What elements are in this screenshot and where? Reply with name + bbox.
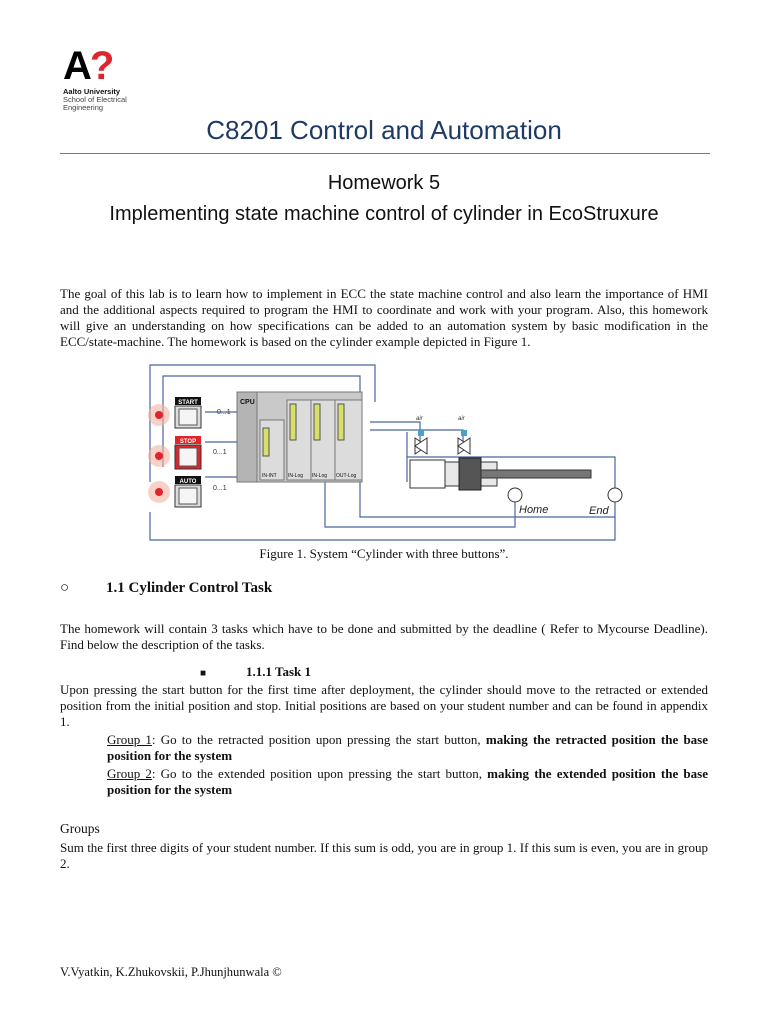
plc-rack: [237, 392, 362, 482]
intro-paragraph: The goal of this lab is to learn how to implement in ECC the state machine control and also learn the importance of HMI and the additional aspects required to program the HMI to coordinate and work with your program. Also, this homework will give an understanding on how specifications can be added to an automation system by basic modification in the ECC/state-machine. The homework is based on the cylinder example depicted in Figure 1.: [60, 286, 708, 349]
footer-authors: V.Vyatkin, K.Zhukovskii, P.Jhunjhunwala ©: [60, 965, 282, 979]
group1-description: Group 1: Go to the retracted position upon pressing the start button, making the retracted position the base position for the system: [107, 732, 708, 763]
module-in-int: IN-INT: [262, 473, 277, 479]
task1-bullet: ■: [200, 668, 207, 679]
section-heading: ○ 1.1 Cylinder Control Task: [60, 580, 273, 596]
start-label: START: [178, 400, 198, 406]
cylinder-system-figure: [145, 362, 625, 544]
course-title: C8201 Control and Automation: [206, 115, 562, 145]
groups-paragraph: Sum the first three digits of your student number. If this sum is odd, you are in group 1. If this sum is even, you are in group 2.: [60, 840, 708, 871]
air-label-2: air: [458, 416, 465, 422]
end-label: End: [589, 505, 609, 517]
homework-title: Homework 5: [327, 172, 441, 194]
section-bullet: ○: [60, 580, 70, 596]
group2-description: Group 2: Go to the extended position upon pressing the start button, making the extended position the base position for the system: [107, 766, 708, 797]
task1-paragraph: Upon pressing the start button for the first time after deployment, the cylinder should move to the retracted or extended position from the initial position and stop. Initial positions are based on your student number and can be found in appendix 1.: [60, 682, 708, 729]
logo-dept-line1: School of Electrical: [63, 95, 127, 104]
module-out-log: OUT-Log: [336, 473, 357, 479]
section-paragraph: The homework will contain 3 tasks which have to be done and submitted by the deadline ( Refer to Mycourse Deadline). Find below the description of the tasks.: [60, 621, 708, 652]
logo-mark: A?: [63, 44, 113, 88]
cpu-label: CPU: [240, 399, 255, 406]
task1-heading: ■ 1.1.1 Task 1: [200, 664, 312, 679]
stop-button-group: [148, 436, 227, 469]
homework-subtitle: Implementing state machine control of cylinder in EcoStruxure: [109, 203, 659, 225]
stop-signal-label: 0...1: [213, 449, 227, 456]
cylinder-assembly: [410, 416, 622, 517]
groups-heading: Groups: [60, 821, 100, 836]
start-signal-label: 0...1: [217, 409, 231, 416]
module-in-log-2: IN-Log: [312, 473, 328, 479]
start-button-group: [148, 397, 231, 428]
air-label-1: air: [416, 416, 423, 422]
aalto-logo: [63, 46, 153, 112]
logo-university: Aalto University: [63, 87, 121, 96]
module-in-log-1: IN-Log: [288, 473, 304, 479]
home-label: Home: [519, 504, 549, 516]
auto-button-group: [148, 476, 227, 507]
title-divider: [60, 153, 710, 154]
logo-dept-line2: Engineering: [63, 103, 104, 112]
stop-label: STOP: [179, 439, 197, 445]
figure-caption: Figure 1. System “Cylinder with three buttons”.: [259, 546, 509, 561]
auto-label: AUTO: [179, 479, 197, 485]
auto-signal-label: 0...1: [213, 485, 227, 492]
